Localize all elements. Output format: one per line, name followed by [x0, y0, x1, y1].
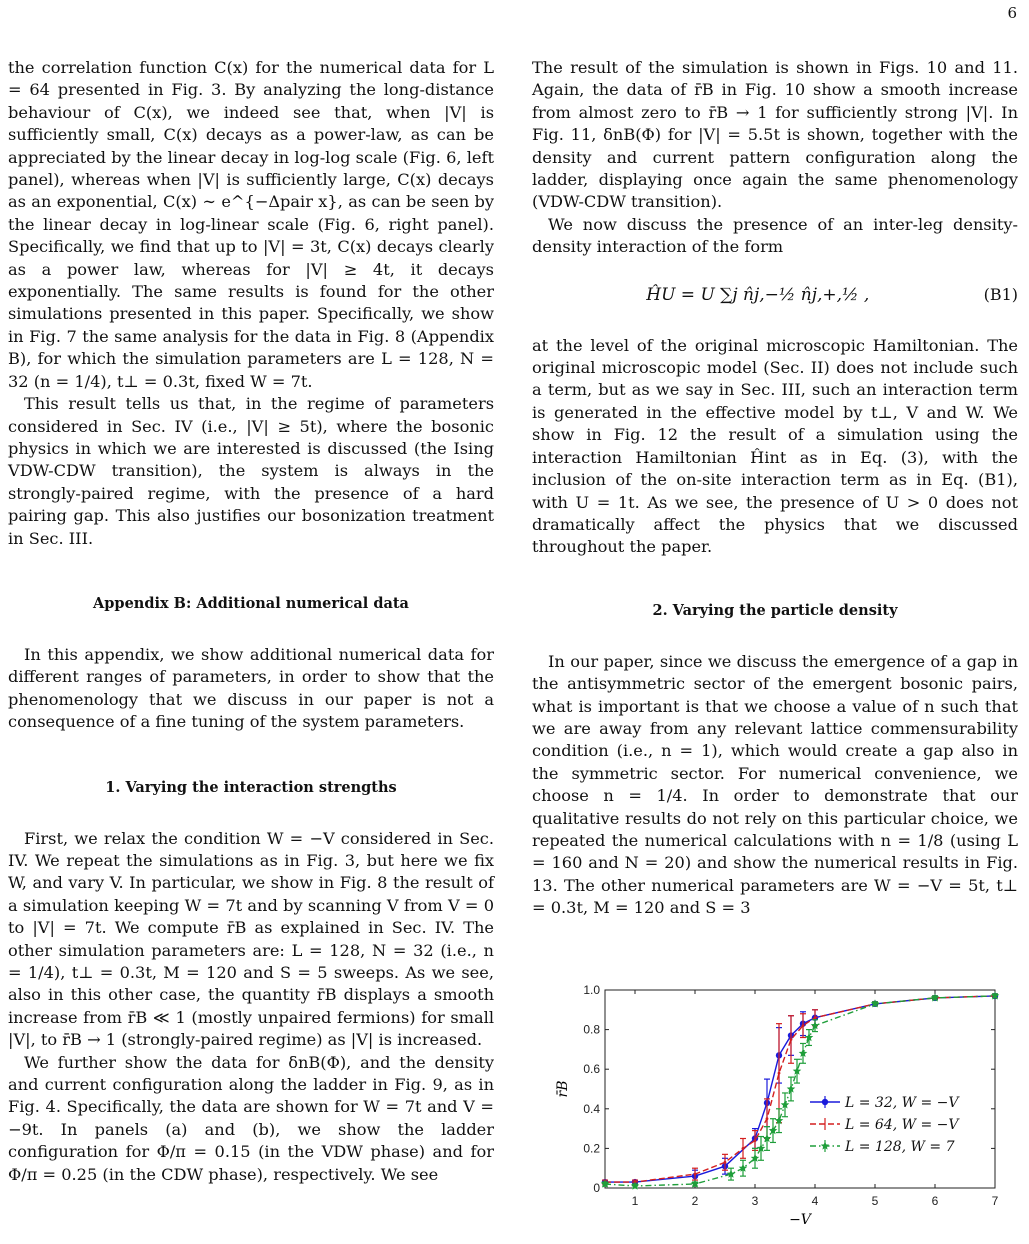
page-number: 6 — [1007, 4, 1017, 22]
plot-frame — [605, 990, 995, 1188]
y-tick-label: 0.2 — [583, 1141, 600, 1156]
appendix-title: Appendix B: Additional numerical data — [93, 594, 409, 612]
data-point — [814, 1016, 817, 1019]
data-point — [778, 1072, 781, 1075]
y-tick-label: 0.8 — [583, 1022, 600, 1037]
legend-label: L = 64, W = −V — [845, 1117, 959, 1133]
chart-svg — [545, 968, 1015, 1228]
paragraph: the correlation function C(x) for the numerical data for L = 64 presented in Fig. 3. By analyzing the long-distance behaviour of C(x), we indeed see that, when |V| is sufficiently small, C(x) decays as a power-law, as can be appreciated by the linear decay in log-log scale (Fig. 6, left panel), whereas when |V| is sufficiently large, C(x) decays as an exponential, C(x) ∼ e^{−Δpair x}, as can be seen by the linear decay in log-linear scale (Fig. 6, right panel). Specifically, we find that up to |V| = 3t, C(x) decays clearly as a power law, whereas for |V| ≥ 4t, it decays exponentially. The same results is found for the other simulations presented in this paper. Specifically, we show in Fig. 7 the same analysis for the data in Fig. 8 (Appendix B), for which the simulation parameters are L = 128, N = 32 (n = 1/4), t⊥ = 0.3t, fixed W = 7t. — [8, 58, 494, 391]
paragraph: This result tells us that, in the regime of parameters considered in Sec. IV (i.e., |V| ≥ 5t), where the bosonic physics in which we are interested is discussed (the Ising VDW-CDW transition), the system is always in the strongly-paired regime, with the presence of a hard pairing gap. This also justifies our bosonization treatment in Sec. III. — [8, 394, 494, 548]
figure-rb-vs-v — [545, 968, 1015, 1228]
data-point — [724, 1161, 727, 1164]
x-tick-label: 2 — [691, 1194, 699, 1208]
data-point — [790, 1038, 793, 1041]
subsection-title: 1. Varying the interaction strengths — [105, 778, 397, 796]
equation-number: (B1) — [983, 285, 1018, 305]
data-point — [754, 1139, 757, 1142]
legend-marker — [822, 1099, 828, 1105]
x-axis-label: −V — [789, 1212, 811, 1228]
legend-label: L = 32, W = −V — [845, 1095, 959, 1111]
data-point — [802, 1024, 805, 1027]
y-tick-label: 0.6 — [583, 1062, 600, 1077]
paragraph: In this appendix, we show additional numerical data for different ranges of parameters, in order to show that the phenomenology that we discuss in our paper is not a consequence of a fine tuning of the system parameters. — [8, 644, 494, 732]
y-axis-label: r̄B — [555, 1080, 571, 1098]
equation-body: ĤU = U ∑j n̂j,−½ n̂j,+,½ , — [646, 285, 870, 306]
paragraph: at the level of the original microscopic Hamiltonian. The original microscopic model (Sec. II) does not include such a term, but as we say in Sec. III, such an interaction term is generated in the effective model by t⊥, V and W. We show in Fig. 12 the result of a simulation using the interaction Hamiltonian Ĥint as in Eq. (3), with the inclusion of the on-site interaction term as in Eq. (B1), with U = 1t. As we see, the presence of U > 0 does not dramatically affect the physics that we discussed throughout the paper. — [532, 335, 1018, 557]
x-tick-label: 3 — [751, 1194, 759, 1208]
paragraph: We now discuss the presence of an inter-leg density-density interaction of the form — [532, 214, 1018, 257]
data-point — [694, 1173, 697, 1176]
right-column — [532, 57, 1018, 920]
y-tick-label: 0.4 — [583, 1101, 600, 1116]
x-tick-label: 5 — [871, 1194, 879, 1208]
data-point — [766, 1117, 769, 1120]
x-tick-label: 4 — [811, 1194, 819, 1208]
x-tick-label: 1 — [631, 1194, 639, 1208]
y-tick-label: 1.0 — [583, 983, 600, 997]
x-tick-label: 7 — [991, 1194, 999, 1208]
paragraph: First, we relax the condition W = −V considered in Sec. IV. We repeat the simulations as in Fig. 3, but here we fix W, and vary V. In particular, we show in Fig. 8 the result of a simulation keeping W = 7t and by scanning V from V = 0 to |V| = 7t. We compute r̄B as explained in Sec. IV. The other simulation parameters are: L = 128, N = 32 (i.e., n = 1/4), t⊥ = 0.3t, M = 120 and S = 5 sweeps. As we see, also in this other case, the quantity r̄B displays a smooth increase from r̄B ≪ 1 (mostly unpaired fermions) for small |V|, to r̄B → 1 (strongly-paired regime) as |V| is increased. — [8, 828, 494, 1050]
paragraph: The result of the simulation is shown in Figs. 10 and 11. Again, the data of r̄B in Fig. 10 show a smooth increase from almost zero to r̄B → 1 for sufficiently strong |V|. In Fig. 11, δnB(Φ) for |V| = 5.5t is shown, together with the density and current pattern configuration along the ladder, displaying once again the same phenomenology (VDW-CDW transition). — [532, 58, 1018, 212]
paragraph: In our paper, since we discuss the emergence of a gap in the antisymmetric sector of the emergent bosonic pairs, what is important is that we choose a value of n such that we are away from any relevant lattice commensurability condition (i.e., n = 1), which would create a gap also in the symmetric sector. For numerical convenience, we choose n = 1/4. In order to demonstrate that our qualitative results do not rely on this particular choice, we repeated the numerical calculations with n = 1/8 (using L = 160 and N = 20) and show the numerical results in Fig. 13. The other numerical parameters are W = −V = 5t, t⊥ = 0.3t, M = 120 and S = 3 — [532, 651, 1018, 918]
equation-b1 — [532, 263, 1018, 329]
left-column — [8, 57, 494, 1186]
paragraph: We further show the data for δnB(Φ), and the density and current configuration along the ladder in Fig. 9, as in Fig. 4. Specifically, the data are shown for W = 7t and V = −9t. In panels (a) and (b), we show the ladder configuration for Φ/π = 0.15 (in the VDW phase) and for Φ/π = 0.25 (in the CDW phase), respectively. We see — [8, 1052, 494, 1184]
data-point — [742, 1147, 745, 1150]
subsection-title: 2. Varying the particle density — [652, 601, 898, 619]
x-tick-label: 6 — [931, 1194, 939, 1208]
y-tick-label: 0 — [593, 1181, 600, 1195]
legend-label: L = 128, W = 7 — [845, 1139, 955, 1155]
